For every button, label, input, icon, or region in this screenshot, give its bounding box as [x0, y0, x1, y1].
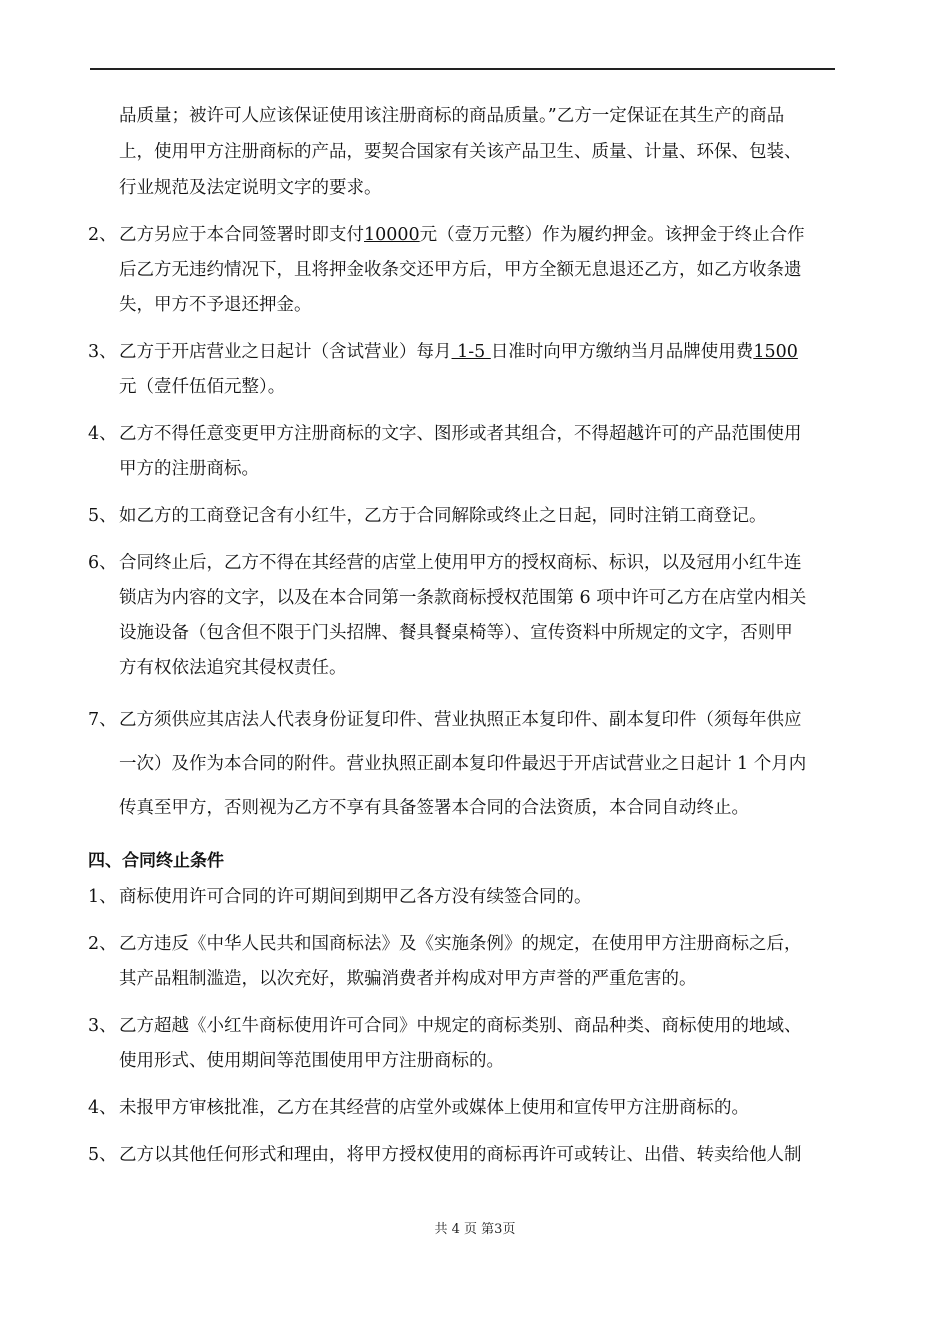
text-line: 锁店为内容的文字，以及在本合同第一条款商标授权范围第 6 项中许可乙方在店堂内相关	[119, 588, 807, 608]
text-line: 行业规范及法定说明文字的要求。	[119, 178, 382, 198]
text-line: 传真至甲方，否则视为乙方不享有具备签署本合同的合法资质，本合同自动终止。	[119, 798, 749, 818]
text-line: 其产品粗制滥造，以次充好，欺骗消费者并构成对甲方声誉的严重危害的。	[119, 969, 697, 989]
text-line: 失，甲方不予退还押金。	[119, 295, 312, 315]
clause-number: 4、	[88, 424, 117, 444]
clause-text: 如乙方的工商登记含有小红牛，乙方于合同解除或终止之日起，同时注销工商登记。	[119, 506, 767, 526]
text-line: 使用形式、使用期间等范围使用甲方注册商标的。	[119, 1051, 504, 1071]
clause-text: 乙方另应于本合同签署时即支付	[119, 225, 364, 245]
page-footer: 共 4 页 第3页	[434, 1222, 516, 1237]
clause-number: 6、	[88, 553, 117, 573]
clause-text: 乙方须供应其店法人代表身份证复印件、营业执照正本复印件、副本复印件（须每年供应	[119, 710, 802, 730]
clause-number: 3、	[88, 1016, 117, 1036]
deposit-amount: 10000	[364, 225, 420, 245]
section-heading: 四、合同终止条件	[88, 851, 224, 871]
termination-item-5	[88, 1138, 868, 1173]
clause-number: 5、	[88, 1145, 117, 1165]
clause-item-2	[88, 218, 868, 323]
payment-days: 1-5	[451, 342, 491, 362]
termination-item-1	[88, 880, 868, 915]
brand-fee-amount: 1500	[753, 342, 798, 362]
clause-number: 3、	[88, 342, 117, 362]
continuation-paragraph	[88, 98, 868, 206]
clause-text: 合同终止后，乙方不得在其经营的店堂上使用甲方的授权商标、标识，以及冠用小红牛连	[119, 553, 802, 573]
header-rule	[90, 68, 835, 70]
text-line: 上，使用甲方注册商标的产品，要契合国家有关该产品卫生、质量、计量、环保、包装、	[119, 142, 802, 162]
clause-text: 乙方违反《中华人民共和国商标法》及《实施条例》的规定，在使用甲方注册商标之后，	[119, 934, 802, 954]
text-line: 后乙方无违约情况下，且将押金收条交还甲方后，甲方全额无息退还乙方，如乙方收条遗	[119, 260, 802, 280]
clause-text: 乙方超越《小红牛商标使用许可合同》中规定的商标类别、商品种类、商标使用的地域、	[119, 1016, 802, 1036]
clause-text: 乙方不得任意变更甲方注册商标的文字、图形或者其组合，不得超越许可的产品范围使用	[119, 424, 802, 444]
text-line: 方有权依法追究其侵权责任。	[119, 658, 347, 678]
clause-item-3	[88, 335, 868, 405]
clause-item-6	[88, 546, 868, 686]
clause-item-5	[88, 499, 868, 534]
clause-number: 1、	[88, 887, 117, 907]
clause-item-4	[88, 417, 868, 487]
clause-number: 5、	[88, 506, 117, 526]
text-line: 一次）及作为本合同的附件。营业执照正副本复印件最迟于开店试营业之日起计 1 个月内	[119, 754, 807, 774]
clause-number: 2、	[88, 934, 117, 954]
text-line: 品质量；被许可人应该保证使用该注册商标的商品质量。”乙方一定保证在其生产的商品	[119, 106, 785, 126]
clause-text: 乙方于开店营业之日起计（含试营业）每月	[119, 342, 452, 362]
clause-text: 元（壹万元整）作为履约押金。该押金于终止合作	[419, 225, 805, 245]
text-line: 设施设备（包含但不限于门头招牌、餐具餐桌椅等）、宣传资料中所规定的文字，否则甲	[119, 623, 793, 643]
termination-item-2	[88, 927, 868, 997]
termination-item-4	[88, 1091, 868, 1126]
clause-text: 商标使用许可合同的许可期间到期甲乙各方没有续签合同的。	[119, 887, 592, 907]
clause-number: 2、	[88, 225, 117, 245]
clause-text: 日准时向甲方缴纳当月品牌使用费	[490, 342, 754, 362]
text-line: 元（壹仟伍佰元整）。	[119, 377, 286, 397]
clause-text: 乙方以其他任何形式和理由，将甲方授权使用的商标再许可或转让、出借、转卖给他人制	[119, 1145, 802, 1165]
clause-number: 7、	[88, 710, 117, 730]
clause-number: 4、	[88, 1098, 117, 1118]
clause-item-7	[88, 698, 868, 830]
text-line: 甲方的注册商标。	[119, 459, 259, 479]
document-body	[88, 98, 868, 1173]
termination-item-3	[88, 1009, 868, 1079]
clause-text: 未报甲方审核批准，乙方在其经营的店堂外或媒体上使用和宣传甲方注册商标的。	[119, 1098, 749, 1118]
